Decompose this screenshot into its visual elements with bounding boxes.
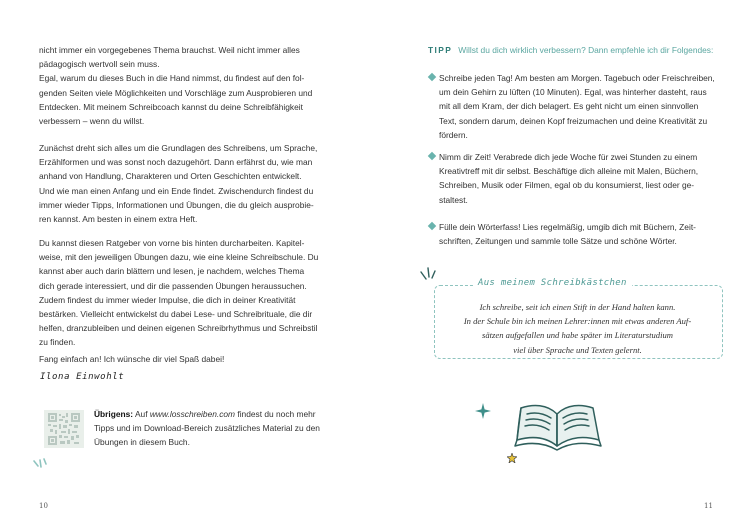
right-page: [375, 0, 750, 532]
text-line: pädagogisch wertvoll sein muss.: [39, 59, 160, 70]
paragraph-basics: [39, 141, 339, 226]
text-line: nicht immer ein vorgegebenes Thema brauchst. Weil nicht immer alles: [39, 45, 300, 55]
text-line: bestärken. Vielleicht entwickelst du dabei Lese- und Schreibrituale, die dir: [39, 309, 313, 320]
author-signature: Ilona Einwohlt: [40, 372, 125, 382]
text-line: Text, sondern darum, deinen Kopf freizumachen und deine Kreativität zu: [439, 115, 708, 126]
text-line: ren kannst. Am besten in einem extra Heft.: [39, 214, 198, 225]
text-line: anhand von Handlung, Charakteren und Orten Geschichten entwickelt.: [39, 171, 302, 182]
text-line: Du kannst diesen Ratgeber von vorne bis hinten durcharbeiten. Kapitel-: [39, 238, 305, 248]
text-line: mit all dem Kram, der dich belagert. Es geht nicht um einen sinnvollen: [439, 101, 699, 112]
writing-box-title: Aus meinem Schreibkästchen: [473, 278, 632, 288]
text-line: Entdecken. Mit meinem Schreibcoach kannst du deine Schreibfähigkeit: [39, 101, 303, 112]
text-line: genden Seiten viele Möglichkeiten und Vorschläge zum Ausprobieren und: [39, 87, 313, 98]
info-line-1: [94, 407, 334, 421]
text-line: Zudem findest du immer wieder Impulse, die dich in deiner Kreativität: [39, 294, 296, 305]
tip-item-word-barrel: [428, 220, 728, 248]
text-line: Egal, warum du dieses Buch in die Hand nimmst, du findest auf den fol-: [39, 73, 305, 84]
tipp-header: [428, 44, 728, 56]
text-line: In der Schule bin ich meinen Lehrer:innen mit etwas anderen Auf-: [463, 316, 692, 327]
tip-item-write-daily: [428, 71, 728, 142]
open-book-icon: [513, 396, 603, 454]
page-number-right: 11: [704, 502, 713, 510]
diamond-bullet-icon: [428, 152, 436, 160]
star-icon: [475, 403, 491, 419]
text-line: immer wieder Tipps, Informationen und Übungen, die du gleich ausprobie-: [39, 199, 314, 210]
text-line: Fülle dein Wörterfass! Lies regelmäßig, umgib dich mit Büchern, Zeit-: [439, 222, 696, 232]
text-line: Kreativtreff mit dir selbst. Beschäftige dich alleine mit Malen, Büchern,: [439, 166, 699, 177]
burst-lines-icon: [418, 266, 438, 284]
text-line: kannst aber auch darin blättern und lesen, je nachdem, welches Thema: [39, 266, 305, 277]
info-line-2: Tipps und im Download-Bereich zusätzliches Material zu den: [94, 423, 320, 434]
text-line: Schreibe jeden Tag! Am besten am Morgen. Tagebuch oder Freischreiben,: [439, 73, 715, 83]
sparkle-lines-icon: [32, 447, 48, 469]
text-line: zu finden.: [39, 337, 76, 348]
list-item: [428, 150, 728, 207]
info-note: [94, 407, 334, 450]
tipp-label: TIPP: [428, 45, 453, 55]
paragraph-intro: [39, 43, 339, 128]
text-line: verbessern – wenn du willst.: [39, 116, 145, 127]
text-line: fördern.: [439, 129, 468, 140]
website-link[interactable]: www.losschreiben.com: [149, 409, 236, 419]
text-line: staltest.: [439, 194, 468, 205]
text-line: um dein Gehirn zu lüften (10 Minuten). Egal, was hinterher dasteht, raus: [439, 87, 707, 98]
text-line: Erzählformen und was sonst noch dazugehört. Dann erfährst du, wie man: [39, 157, 313, 168]
tip-item-take-time: [428, 150, 728, 207]
diamond-bullet-icon: [428, 222, 436, 230]
info-pre: Auf: [133, 409, 150, 419]
tipp-intro: Willst du dich wirklich verbessern? Dann empfehle ich dir Folgendes:: [458, 45, 714, 55]
text-line: Ich schreibe, seit ich einen Stift in der Hand halten kann.: [479, 302, 676, 312]
text-line: schriften, Zeitungen und sammle tolle Sätze und schöne Wörter.: [439, 236, 677, 247]
diamond-bullet-icon: [428, 73, 436, 81]
closing-line: Fang einfach an! Ich wünsche dir viel Spaß dabei!: [39, 354, 225, 364]
text-line: sätzen aufgefallen und habe später im Literaturstudium: [482, 330, 673, 341]
page-number-left: 10: [39, 502, 48, 510]
info-rest: findest du noch mehr: [235, 409, 316, 419]
paragraph-usage: [39, 236, 339, 350]
list-item: [428, 71, 728, 142]
text-line: helfen, dranzubleiben und deinen eigenen Schreibrhythmus und Schreibstil: [39, 323, 318, 334]
info-line-3: Übungen in diesem Buch.: [94, 437, 190, 448]
text-line: viel über Sprache und Texten gelernt.: [513, 344, 642, 355]
info-bold-label: Übrigens:: [94, 409, 134, 419]
text-line: Nimm dir Zeit! Verabrede dich jede Woche für zwei Stunden zu einem: [439, 152, 698, 162]
text-line: dich gerade interessiert, und dir die passenden Übungen heraussuchen.: [39, 280, 307, 291]
list-item: [428, 220, 728, 248]
text-line: weise, mit den jeweiligen Übungen dazu, wie eine kleine Schreibschule. Du: [39, 252, 319, 263]
small-star-icon: [507, 453, 517, 463]
text-line: Zunächst dreht sich alles um die Grundlagen des Schreibens, um Sprache,: [39, 143, 318, 153]
qr-code-icon: [48, 413, 80, 445]
text-line: Schreiben, Musik oder Filmen, egal ob du konsumierst, liest oder ge-: [439, 180, 695, 191]
writing-box-text: [437, 300, 718, 357]
text-line: Und wie man einen Anfang und ein Ende findet. Zwischendurch findest du: [39, 185, 314, 196]
